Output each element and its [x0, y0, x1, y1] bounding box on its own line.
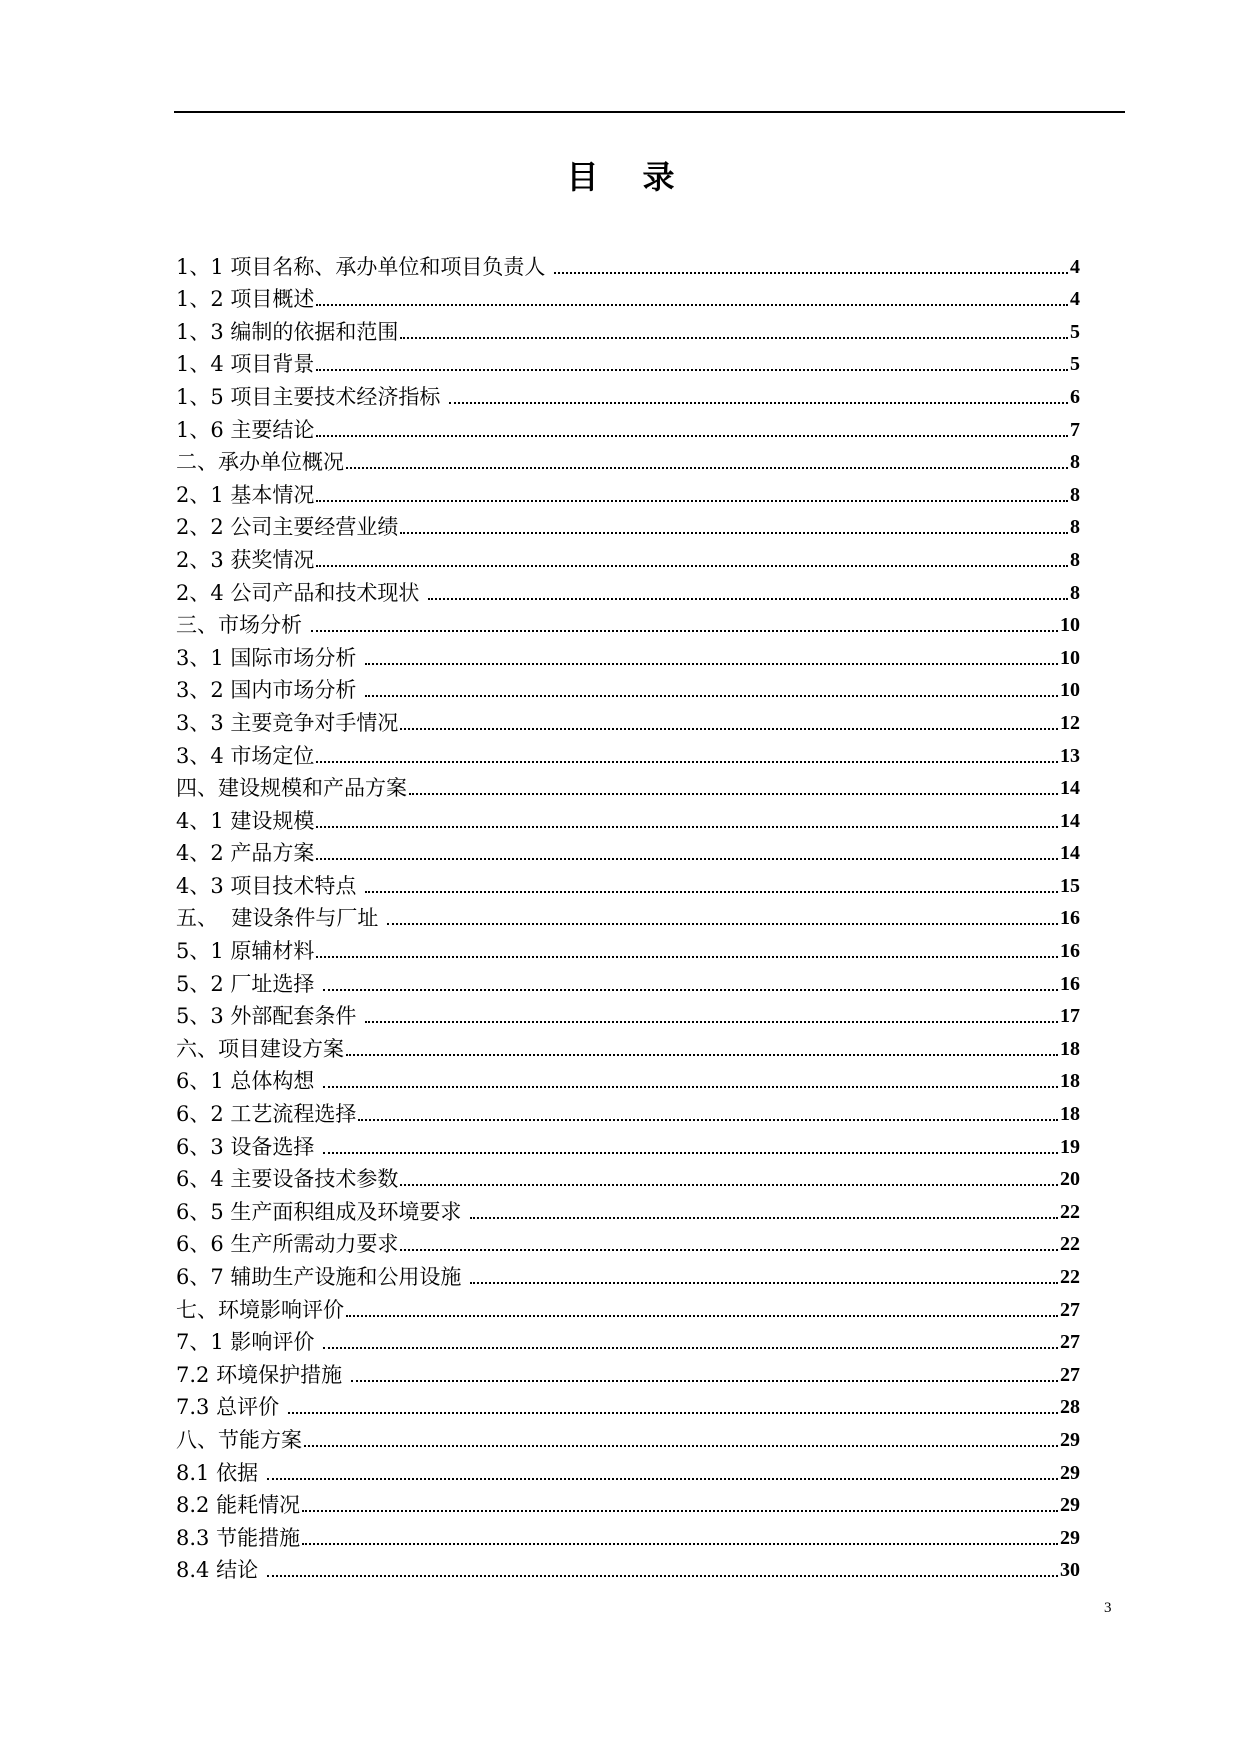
toc-leader-dots	[316, 500, 1068, 502]
toc-entry-label: 8.2 能耗情况	[176, 1493, 301, 1518]
toc-entry-page: 4	[1070, 288, 1080, 311]
toc-entry[interactable]	[176, 1454, 1080, 1487]
toc-leader-dots	[323, 989, 1058, 991]
toc-entry-page: 22	[1060, 1200, 1080, 1223]
toc-entry-label: 8.3 节能措施	[176, 1525, 301, 1550]
toc-entry-label: 5、1 原辅材料	[176, 939, 315, 964]
toc-entry-page: 6	[1070, 385, 1080, 408]
toc-entry-label: 2、3 获奖情况	[176, 547, 315, 572]
toc-entry-page: 14	[1060, 809, 1080, 832]
toc-leader-dots	[316, 761, 1058, 763]
toc-entry[interactable]	[176, 900, 1080, 933]
toc-entry-label: 6、7 辅助生产设施和公用设施	[176, 1265, 469, 1289]
toc-entry[interactable]	[176, 1161, 1080, 1194]
toc-entry[interactable]	[176, 704, 1080, 737]
toc-entry[interactable]	[176, 1226, 1080, 1259]
toc-leader-dots	[400, 728, 1058, 730]
toc-leader-dots	[351, 1380, 1058, 1382]
toc-entry-page: 29	[1060, 1461, 1080, 1484]
toc-leader-dots	[400, 337, 1068, 339]
toc-entry-page: 16	[1060, 940, 1080, 963]
toc-entry[interactable]	[176, 1193, 1080, 1226]
toc-entry-label: 6、2 工艺流程选择	[176, 1102, 357, 1127]
toc-entry-page: 8	[1070, 581, 1080, 604]
toc-entry-label: 2、2 公司主要经营业绩	[176, 515, 399, 540]
toc-entry-page: 29	[1060, 1526, 1080, 1549]
toc-entry-page: 18	[1060, 1070, 1080, 1093]
toc-entry-page: 19	[1060, 1135, 1080, 1158]
title-char-1: 目	[566, 158, 599, 196]
toc-entry-label: 5、2 厂址选择	[176, 971, 322, 996]
toc-entry-label: 二、承办单位概况	[176, 450, 344, 475]
toc-entry[interactable]	[176, 1356, 1080, 1389]
toc-entry[interactable]	[176, 932, 1080, 965]
toc-leader-dots	[323, 1152, 1058, 1154]
toc-entry-page: 16	[1060, 907, 1080, 930]
toc-leader-dots	[387, 923, 1058, 925]
toc-entry-page: 10	[1060, 679, 1080, 702]
toc-entry[interactable]	[176, 998, 1080, 1031]
toc-entry-page: 27	[1060, 1363, 1080, 1386]
toc-entry-label: 6、5 生产面积组成及环境要求	[176, 1199, 469, 1224]
toc-entry-label: 3、2 国内市场分析	[176, 678, 364, 703]
toc-entry-label: 6、1 总体构想	[176, 1069, 322, 1094]
toc-entry-page: 22	[1060, 1233, 1080, 1256]
toc-entry-label: 七、环境影响评价	[176, 1297, 344, 1322]
toc-entry-page: 20	[1060, 1168, 1080, 1191]
toc-leader-dots	[267, 1575, 1058, 1577]
toc-entry-label: 四、建设规模和产品方案	[176, 776, 407, 801]
toc-leader-dots	[554, 272, 1068, 274]
toc-entry-label: 1、5 项目主要技术经济指标	[176, 384, 448, 409]
toc-entry-label: 6、6 生产所需动力要求	[176, 1232, 399, 1257]
table-of-contents	[176, 248, 1080, 1584]
toc-entry[interactable]	[176, 1487, 1080, 1520]
toc-entry[interactable]	[176, 1258, 1080, 1291]
toc-entry[interactable]	[176, 411, 1080, 444]
toc-leader-dots	[316, 565, 1068, 567]
toc-entry-label: 1、1 项目名称、承办单位和项目负责人	[176, 254, 553, 279]
toc-entry[interactable]	[176, 313, 1080, 346]
toc-entry-page: 27	[1060, 1298, 1080, 1321]
page-number: 3	[1104, 1600, 1112, 1616]
toc-leader-dots	[409, 793, 1058, 795]
toc-leader-dots	[316, 956, 1058, 958]
toc-entry-page: 22	[1060, 1266, 1080, 1288]
toc-entry-label: 6、4 主要设备技术参数	[176, 1167, 399, 1192]
toc-entry-label: 8.1 依据	[176, 1460, 265, 1485]
toc-entry-page: 16	[1060, 972, 1080, 995]
toc-entry[interactable]	[176, 541, 1080, 574]
toc-entry-page: 29	[1060, 1428, 1080, 1451]
page-title	[0, 152, 1241, 198]
toc-leader-dots	[316, 304, 1068, 306]
toc-leader-dots	[449, 402, 1068, 404]
toc-entry-label: 4、2 产品方案	[176, 841, 315, 866]
toc-entry-label: 6、3 设备选择	[176, 1134, 322, 1159]
toc-entry-page: 8	[1070, 548, 1080, 571]
toc-entry[interactable]	[176, 1063, 1080, 1096]
toc-entry-label: 1、3 编制的依据和范围	[176, 319, 399, 344]
toc-entry[interactable]	[176, 281, 1080, 314]
toc-entry-label: 3、3 主要竞争对手情况	[176, 710, 399, 735]
toc-entry-page: 10	[1060, 614, 1080, 637]
toc-leader-dots	[400, 1249, 1058, 1251]
toc-entry-label: 1、2 项目概述	[176, 287, 315, 312]
toc-entry-label: 7.3 总评价	[176, 1395, 286, 1420]
toc-leader-dots	[302, 1510, 1058, 1512]
toc-entry[interactable]	[176, 965, 1080, 998]
toc-entry-page: 27	[1060, 1331, 1080, 1354]
toc-entry[interactable]	[176, 770, 1080, 803]
toc-leader-dots	[346, 1054, 1058, 1056]
toc-entry-page: 28	[1060, 1396, 1080, 1419]
toc-entry[interactable]	[176, 1389, 1080, 1422]
toc-entry-page: 18	[1060, 1037, 1080, 1060]
toc-entry[interactable]	[176, 1030, 1080, 1063]
toc-entry-page: 30	[1060, 1559, 1080, 1582]
toc-entry-label: 8.4 结论	[176, 1558, 265, 1583]
toc-entry-label: 三、市场分析	[176, 613, 309, 638]
toc-entry[interactable]	[176, 1095, 1080, 1128]
toc-entry[interactable]	[176, 509, 1080, 542]
toc-entry-label: 4、1 建设规模	[176, 808, 315, 833]
toc-entry[interactable]	[176, 1128, 1080, 1161]
toc-entry-label: 4、3 项目技术特点	[176, 873, 364, 898]
toc-entry-page: 5	[1070, 353, 1080, 376]
toc-entry[interactable]	[176, 835, 1080, 868]
toc-entry-page: 4	[1070, 255, 1080, 278]
toc-entry-page: 8	[1070, 451, 1080, 474]
toc-entry-label: 5、3 外部配套条件	[176, 1004, 364, 1029]
toc-entry-label: 7.2 环境保护措施	[176, 1362, 349, 1387]
toc-entry[interactable]	[176, 639, 1080, 672]
toc-leader-dots	[311, 630, 1058, 632]
toc-entry[interactable]	[176, 1552, 1080, 1585]
toc-entry[interactable]	[176, 248, 1080, 281]
toc-leader-dots	[365, 891, 1058, 893]
toc-leader-dots	[365, 695, 1058, 697]
toc-entry[interactable]	[176, 802, 1080, 835]
toc-entry[interactable]	[176, 346, 1080, 379]
toc-entry-label: 1、4 项目背景	[176, 352, 315, 377]
toc-entry[interactable]	[176, 444, 1080, 477]
toc-entry-page: 14	[1060, 842, 1080, 865]
toc-entry-page: 17	[1060, 1005, 1080, 1028]
toc-leader-dots	[365, 663, 1058, 665]
toc-entry-page: 15	[1060, 874, 1080, 897]
toc-leader-dots	[316, 826, 1058, 828]
toc-entry[interactable]	[176, 1324, 1080, 1357]
toc-entry-label: 六、项目建设方案	[176, 1036, 344, 1061]
toc-leader-dots	[346, 1315, 1058, 1317]
toc-entry-page: 8	[1070, 483, 1080, 506]
toc-entry-page: 29	[1060, 1494, 1080, 1517]
toc-leader-dots	[323, 1347, 1058, 1349]
title-char-2: 录	[642, 158, 675, 196]
toc-entry-page: 13	[1060, 744, 1080, 767]
toc-entry-label: 2、1 基本情况	[176, 482, 315, 507]
header-rule	[174, 111, 1125, 113]
toc-leader-dots	[470, 1282, 1058, 1284]
toc-leader-dots	[358, 1119, 1058, 1121]
toc-leader-dots	[470, 1217, 1058, 1219]
toc-entry[interactable]	[176, 672, 1080, 705]
toc-entry-label: 3、4 市场定位	[176, 743, 315, 768]
toc-entry-page: 10	[1060, 646, 1080, 669]
toc-leader-dots	[267, 1478, 1058, 1480]
toc-entry[interactable]	[176, 476, 1080, 509]
toc-entry[interactable]	[176, 1421, 1080, 1454]
toc-leader-dots	[400, 532, 1068, 534]
toc-leader-dots	[400, 1184, 1058, 1186]
toc-leader-dots	[428, 598, 1068, 600]
toc-entry-page: 7	[1070, 418, 1080, 441]
toc-entry[interactable]	[176, 574, 1080, 607]
toc-entry-label: 2、4 公司产品和技术现状	[176, 580, 427, 605]
toc-leader-dots	[346, 467, 1068, 469]
toc-entry[interactable]	[176, 1291, 1080, 1324]
toc-leader-dots	[316, 435, 1068, 437]
toc-entry-label: 3、1 国际市场分析	[176, 645, 364, 670]
toc-entry-label: 1、6 主要结论	[176, 417, 315, 442]
toc-leader-dots	[316, 858, 1058, 860]
toc-entry-label: 7、1 影响评价	[176, 1330, 322, 1355]
toc-entry[interactable]	[176, 867, 1080, 900]
toc-leader-dots	[323, 1086, 1058, 1088]
toc-entry-page: 5	[1070, 320, 1080, 343]
toc-entry-page: 18	[1060, 1103, 1080, 1126]
toc-entry[interactable]	[176, 1519, 1080, 1552]
toc-leader-dots	[304, 1445, 1058, 1447]
toc-entry[interactable]	[176, 378, 1080, 411]
toc-leader-dots	[288, 1412, 1058, 1414]
toc-entry-page: 8	[1070, 516, 1080, 539]
toc-entry-page: 12	[1060, 711, 1080, 734]
toc-entry-page: 14	[1060, 777, 1080, 800]
toc-entry[interactable]	[176, 737, 1080, 770]
toc-leader-dots	[302, 1543, 1058, 1545]
toc-leader-dots	[365, 1021, 1058, 1023]
toc-leader-dots	[316, 369, 1068, 371]
toc-entry-label: 八、节能方案	[176, 1427, 302, 1452]
toc-entry[interactable]	[176, 607, 1080, 640]
toc-entry-label: 五、 建设条件与厂址	[176, 906, 386, 931]
